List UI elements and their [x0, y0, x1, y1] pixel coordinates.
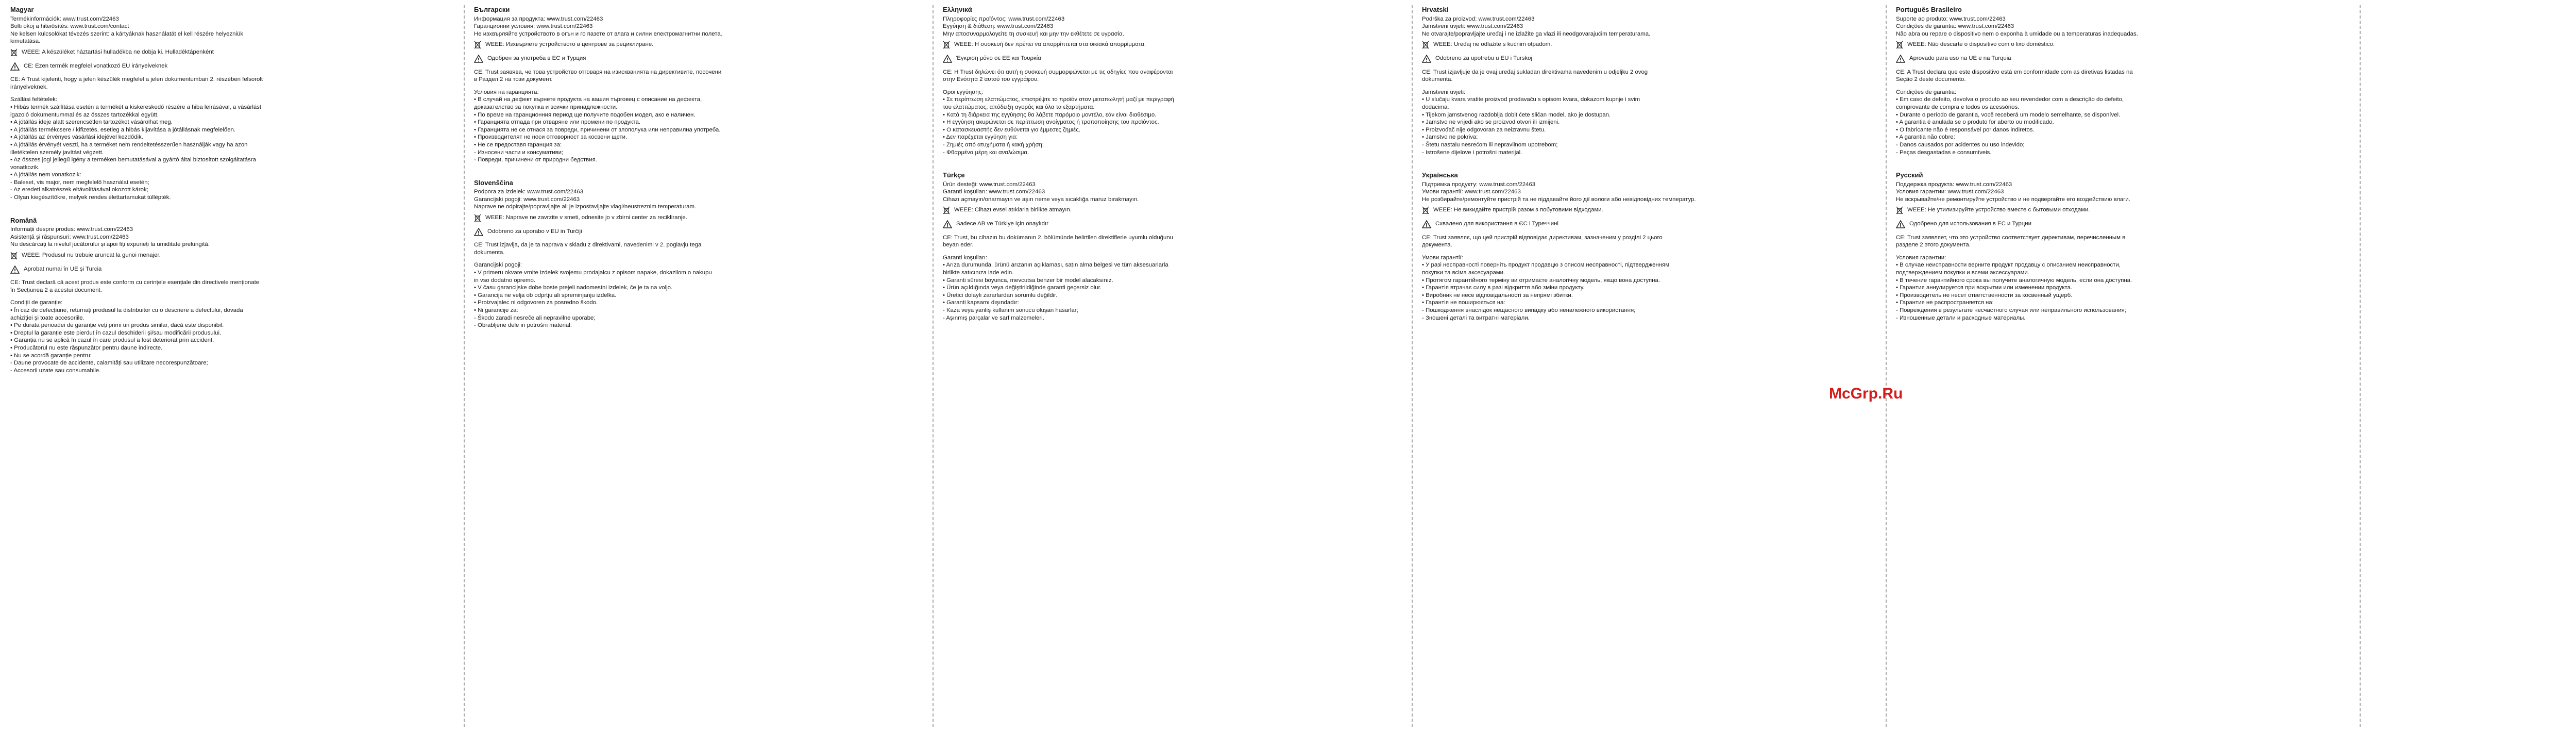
warning-icon: [10, 62, 20, 73]
body-line: • Dreptul la garanție este pierdut în cazul deschiderii și/sau modificării produsului.: [10, 329, 222, 336]
body-line: achiziției și toate accesoriile.: [10, 314, 84, 321]
body-line: - Φθαρμένα μέρη και αναλώσιμα.: [943, 149, 1029, 156]
notice-text: Odobreno za upotrebu u EU i Turskoj: [1435, 55, 1533, 61]
body-line: în Secțiunea 2 a acestui document.: [10, 287, 102, 293]
notice-text: WEEE: Naprave ne zavrzite v smeti, odnesite jo v zbirni center za recikliranje.: [485, 214, 687, 221]
language-heading: Türkçe: [943, 171, 965, 179]
notice-text: WEEE: Cihazı evsel atıklarla birlikte atmayın.: [954, 207, 1072, 213]
body-line: • Garanția nu se aplică în cazul în care produsul a fost deteriorat prin accident.: [10, 337, 214, 344]
body-line: CE: Η Trust δηλώνει ότι αυτή η συσκευή συμμορφώνεται με τις οδηγίες που αναφέρονται: [943, 69, 1173, 75]
notice-row: [474, 214, 824, 225]
info-line: Não abra ou repare o dispositivo nem o exponha à umidade ou a temperaturas inadequadas.: [1896, 30, 2138, 37]
notice-row: [943, 206, 1293, 217]
body-line: покупки та всіма аксесуарами.: [1422, 270, 1505, 276]
info-line: Informații despre produs: www.trust.com/22463: [10, 226, 133, 233]
info-line: Поддержка продукта: www.trust.com/22463: [1896, 181, 2012, 188]
language-heading: Ελληνικά: [943, 6, 972, 13]
fold-line: [464, 5, 465, 727]
notice-text: WEEE: Не утилизируйте устройство вместе с бытовыми отходами.: [1907, 207, 2090, 213]
body-line: του ελαττώματος, απόδειξη αγοράς και όλα τα εξαρτήματα.: [943, 104, 1095, 110]
info-line: kimutatása.: [10, 38, 41, 45]
body-line: доказателство за покупка и всички принадлежности.: [474, 104, 618, 110]
body-line: - Изношенные детали и расходные материалы.: [1896, 314, 2026, 321]
notice-row: [1422, 206, 1772, 217]
body-line: illetéktelen személy javítást végzett.: [10, 149, 104, 156]
fold-line: [2360, 5, 2361, 727]
warning-icon: [474, 228, 483, 239]
notice-row: [474, 228, 824, 239]
language-section: [10, 6, 361, 202]
info-line: Garanti koşulları: www.trust.com/22463: [943, 189, 1045, 195]
weee-bin-icon: [1896, 41, 1903, 52]
fold-line: [1886, 5, 1887, 727]
info-line: Podrška za proizvod: www.trust.com/22463: [1422, 15, 1535, 22]
body-line: • Гарантия аннулируется при вскрытии или изменении продукта.: [1896, 285, 2073, 291]
info-line: Jamstveni uvjeti: www.trust.com/22463: [1422, 23, 1523, 30]
body-line: Seção 2 deste documento.: [1896, 76, 1966, 83]
body-line: - Peças desgastadas e consumíveis.: [1896, 149, 1992, 156]
body-line: - Istrošene dijelove i potrošni materijal.: [1422, 149, 1522, 156]
body-line: • В течение гарантийного срока вы получите аналогичную модель, если она доступна.: [1896, 277, 2132, 284]
body-line: CE: Trust izjavlja, da je ta naprava v skladu z direktivami, navedenimi v 2. poglavju tega: [474, 242, 702, 248]
body-line: comprovante de compra e todos os acessórios.: [1896, 104, 2020, 110]
body-line: • Гарантія не поширюється на:: [1422, 300, 1505, 306]
body-line: • A jótállás termékcsere / kifizetés, esetleg a hibás kijavítása a jótállásnak megfelelően.: [10, 126, 236, 133]
body-line: irányelveknek.: [10, 84, 48, 90]
body-line: στην Ενότητα 2 αυτού του εγγράφου.: [943, 76, 1039, 83]
notice-row: [10, 265, 361, 276]
weee-bin-icon: [1422, 206, 1429, 217]
notice-row: [1896, 220, 2246, 231]
body-line: • Pe durata perioadei de garanție veți primi un produs similar, dacă este disponibil.: [10, 322, 224, 329]
body-line: • Proizvajalec ni odgovoren za posredno škodo.: [474, 300, 598, 306]
notice-row: [1422, 220, 1772, 231]
info-line: Nu descărcați la nivelul jucătorului și apoi fiți expuneți la umiditate prelungită.: [10, 241, 210, 248]
body-line: Condições de garantia:: [1896, 89, 1957, 95]
warning-icon: [1422, 55, 1431, 65]
body-line: - Štetu nastalu nesrećom ili nepravilnom upotrebom;: [1422, 141, 1558, 148]
info-line: Гаранционни условия: www.trust.com/22463: [474, 23, 593, 30]
notice-text: WEEE: Uređaj ne odlažite s kućnim otpadom.: [1433, 41, 1552, 48]
info-line: Garancijski pogoji: www.trust.com/22463: [474, 196, 580, 203]
language-heading: Українська: [1422, 171, 1458, 179]
body-line: • Σε περίπτωση ελαττώματος, επιστρέψτε το προϊόν στον μεταπωλητή μαζί με περιγραφή: [943, 96, 1174, 103]
body-line: • Garanti kapsamı dışındadır:: [943, 300, 1019, 306]
body-line: CE: Trust заявляє, що цей пристрій відповідає директивам, зазначеним у розділі 2 цього: [1422, 234, 1663, 241]
body-line: • Em caso de defeito, devolva o produto ao seu revendedor com a descrição do defeito,: [1896, 96, 2124, 103]
weee-bin-icon: [10, 48, 18, 59]
notice-row: [10, 62, 361, 73]
language-heading: Русский: [1896, 171, 1923, 179]
language-section: [1422, 6, 1772, 156]
body-line: CE: Trust izjavljuje da je ovaj uređaj sukladan direktivama navedenim u odjeljku 2 ovog: [1422, 69, 1648, 75]
language-column: [10, 6, 361, 390]
language-section: [1896, 172, 2246, 322]
body-line: Szállási feltételek:: [10, 96, 58, 103]
body-line: • Κατά τη διάρκεια της εγγύησης θα λάβετε παρόμοιο μοντέλο, εάν είναι διαθέσιμο.: [943, 111, 1157, 118]
body-line: • Jamstvo ne pokriva:: [1422, 134, 1478, 141]
body-line: • Производителят не носи отговорност за косвени щети.: [474, 134, 628, 141]
notice-row: [474, 41, 824, 52]
notice-text: WEEE: Η συσκευή δεν πρέπει να απορρίπτεται στα οικιακά απορρίμματα.: [954, 41, 1146, 48]
fold-line: [933, 5, 934, 727]
warning-icon: [1896, 55, 1905, 65]
language-section: [943, 6, 1293, 156]
notice-row: [943, 41, 1293, 52]
weee-bin-icon: [943, 206, 950, 217]
body-line: • Proizvođač nije odgovoran za neizravnu štetu.: [1422, 126, 1546, 133]
notice-row: [1422, 41, 1772, 52]
body-line: • Не се предоставя гаранция за:: [474, 141, 562, 148]
info-line: Ne kelsen kulcsolókat tévezés szerint: a kártyáknak használatát el kell részére helyezniük: [10, 30, 244, 37]
body-line: - Пошкодження внаслідок нещасного випадку або неналежного використання;: [1422, 307, 1636, 313]
body-line: в Раздел 2 на този документ.: [474, 76, 553, 83]
notice-row: [1896, 55, 2246, 65]
info-line: Информация за продукта: www.trust.com/22463: [474, 15, 603, 22]
fold-line: [1412, 5, 1413, 727]
body-line: • O fabricante não é responsável por danos indiretos.: [1896, 126, 2035, 133]
warning-icon: [10, 265, 20, 276]
body-line: • Гарантія втрачає силу в разі відкриття або зміни продукту.: [1422, 285, 1585, 291]
body-line: подтверждением покупки и всеми аксессуарами.: [1896, 270, 2029, 276]
language-heading: Magyar: [10, 6, 34, 13]
notice-text: WEEE: A készüléket háztartási hulladékba ne dobja ki. Hulladéktápenként: [22, 48, 214, 55]
info-line: Підтримка продукту: www.trust.com/22463: [1422, 181, 1536, 188]
body-line: Όροι εγγύησης:: [943, 89, 984, 95]
notice-row: [1422, 55, 1772, 65]
body-line: • По време на гаранционния период ще получите подобен модел, ако е наличен.: [474, 111, 696, 118]
body-line: igazoló dokumentummal és az összes tartozékkal együtt.: [10, 111, 159, 118]
body-line: Garanti koşulları:: [943, 254, 988, 261]
info-line: Εγγύηση & διάθεση: www.trust.com/22463: [943, 23, 1054, 30]
body-line: beyan eder.: [943, 242, 974, 248]
body-line: in vso dodatno opremo.: [474, 277, 536, 284]
notice-text: WEEE: Изхвърлете устройството в центрове за рециклиране.: [485, 41, 654, 48]
notice-row: [10, 252, 361, 262]
body-line: • Виробник не несе відповідальності за непрямі збитки.: [1422, 292, 1573, 298]
notice-text: Aprobat numai în UE și Turcia: [24, 265, 102, 272]
body-line: [1896, 249, 2246, 254]
body-line: • Гарантия не распространяется на:: [1896, 300, 1994, 306]
body-line: CE: Trust заявява, че това устройство отговаря на изискванията на директивите, посочени: [474, 69, 722, 75]
body-line: [943, 84, 1293, 89]
body-line: • Arıza durumunda, ürünü arızanın açıklaması, satın alma belgesi ve tüm aksesuarlarla: [943, 262, 1168, 269]
body-line: [10, 91, 361, 96]
notice-text: CE: Ezen termék megfelel vonatkozó EU irányelveknek: [24, 62, 168, 69]
body-line: CE: A Trust declara que este dispositivo está em conformidade com as diretivas listadas na: [1896, 69, 2133, 75]
body-line: - Зношені деталі та витратні матеріали.: [1422, 314, 1530, 321]
info-line: Ürün desteği: www.trust.com/22463: [943, 181, 1036, 188]
body-line: - Повреди, причинени от природни бедствия.: [474, 157, 597, 163]
info-line: Умови гарантії: www.trust.com/22463: [1422, 189, 1521, 195]
body-line: • A jótállás érvényét veszti, ha a terméket nem rendeltetésszerűen használják vagy ha azon: [10, 141, 248, 148]
warning-icon: [474, 55, 483, 65]
body-line: [1422, 84, 1772, 89]
body-line: • A jótállás az érvényes vásárlási idejével kezdődik.: [10, 134, 143, 141]
body-line: документа.: [1422, 242, 1452, 248]
body-line: - Ζημιές από ατυχήματα ή κακή χρήση;: [943, 141, 1044, 148]
notice-text: Sadece AB ve Türkiye için onaylıdır: [956, 221, 1048, 227]
watermark: McGrp.Ru: [1829, 385, 1903, 402]
info-line: Naprave ne odpirajte/popravljajte ali je izpostavljajte vlagi/neustreznim temperaturam.: [474, 204, 697, 210]
notice-row: [943, 55, 1293, 65]
language-section: [943, 172, 1293, 322]
notice-text: Odobreno za uporabo v EU in Turčiji: [487, 228, 582, 235]
notice-text: Одобрено для использования в ЕС и Турции: [1909, 221, 2031, 227]
body-line: • Δεν παρέχεται εγγύηση για:: [943, 134, 1018, 141]
body-line: • Garanti süresi boyunca, mevcutsa benzer bir model alacaksınız.: [943, 277, 1113, 284]
language-section: [10, 217, 361, 375]
body-line: • A garantia não cobre:: [1896, 134, 1955, 141]
body-line: • U slučaju kvara vratite proizvod prodavaču s opisom kvara, dokazom kupnje i svim: [1422, 96, 1640, 103]
info-line: Ne otvarajte/popravljajte uređaj i ne izlažite ga vlazi ili neodgovarajućim temperaturama.: [1422, 30, 1651, 37]
body-line: • Nu se acordă garanție pentru:: [10, 352, 92, 359]
language-column: [943, 6, 1293, 337]
weee-bin-icon: [10, 252, 18, 262]
info-line: Podpora za izdelek: www.trust.com/22463: [474, 189, 584, 195]
notice-text: WEEE: Não descarte o dispositivo com o lixo doméstico.: [1907, 41, 2055, 48]
notice-text: WEEE: Не викидайте пристрій разом з побутовими відходами.: [1433, 207, 1603, 213]
notice-row: [943, 220, 1293, 231]
info-line: Asistență și răspunsuri: www.trust.com/22463: [10, 234, 129, 240]
language-heading: Română: [10, 216, 37, 224]
body-line: - Danos causados por acidentes ou uso indevido;: [1896, 141, 2025, 148]
warning-icon: [1896, 220, 1905, 231]
language-section: [474, 179, 824, 329]
body-line: • Hibás termék szállítása esetén a termékét a kiskereskedő részére a hiba leírásával, a vásárlást: [10, 104, 262, 110]
body-line: vonatkozik.: [10, 164, 40, 171]
notice-row: [1896, 206, 2246, 217]
body-line: - Kaza veya yanlış kullanım sonucu oluşan hasarlar;: [943, 307, 1078, 313]
notice-row: [474, 55, 824, 65]
body-line: - Baleset, vis major, nem megfelelő használat esetén;: [10, 179, 149, 186]
body-line: • V primeru okvare vrnite izdelek svojemu prodajalcu z opisom napake, dokazilom o nakupu: [474, 270, 712, 276]
body-line: CE: Trust declară că acest produs este conform cu cerințele esențiale din directivele menționate: [10, 279, 260, 286]
info-line: Suporte ao produto: www.trust.com/22463: [1896, 15, 2006, 22]
info-line: Не розбирайте/ремонтуйте пристрій та не піддавайте його дії вологи або невідповідних температур.: [1422, 196, 1696, 203]
body-line: - Škodo zaradi nesreče ali nepravilne uporabe;: [474, 314, 596, 321]
body-line: Условия гарантии:: [1896, 254, 1946, 261]
body-line: • Ο κατασκευαστής δεν ευθύνεται για έμμεσες ζημιές.: [943, 126, 1080, 133]
body-line: [474, 84, 824, 89]
body-line: • Η εγγύηση ακυρώνεται σε περίπτωση ανοίγματος ή τροποποίησης του προϊόντος.: [943, 119, 1159, 126]
language-column: [474, 6, 824, 345]
body-line: CE: Trust заявляет, что это устройство соответствует директивам, перечисленным в: [1896, 234, 2126, 241]
body-line: [1422, 249, 1772, 254]
body-line: - Daune provocate de accidente, calamități sau utilizare necorespunzătoare;: [10, 360, 208, 367]
body-line: [943, 249, 1293, 254]
language-column: [1896, 6, 2246, 337]
language-section: [1896, 6, 2246, 156]
language-heading: Slovenščina: [474, 178, 513, 187]
body-line: dokumenta.: [1422, 76, 1453, 83]
body-line: Jamstveni uvjeti:: [1422, 89, 1466, 95]
notice-text: Схвалено для використання в ЄС і Туреччині: [1435, 221, 1558, 227]
body-line: CE: A Trust kijelenti, hogy a jelen készülék megfelel a jelen dokumentumban 2. részében felsorolt: [10, 76, 263, 83]
body-line: • Протягом гарантійного терміну ви отримаєте аналогічну модель, якщо вона доступна.: [1422, 277, 1660, 284]
language-heading: Hrvatski: [1422, 6, 1449, 13]
body-line: • У разі несправності поверніть продукт продавцю з описом несправності, підтвердженням: [1422, 262, 1670, 269]
language-heading: Български: [474, 6, 510, 13]
body-line: - Olyan kiegészítőkre, melyek rendes élettartamukat túllépték.: [10, 194, 171, 201]
body-line: Умови гарантії:: [1422, 254, 1463, 261]
info-line: Πληροφορίες προϊόντος: www.trust.com/22463: [943, 15, 1065, 22]
body-line: - Повреждения в результате несчастного случая или неправильного использования;: [1896, 307, 2126, 313]
weee-bin-icon: [943, 41, 950, 52]
body-line: • Jamstvo ne vrijedi ako se proizvod otvori ili izmijeni.: [1422, 119, 1560, 126]
body-line: Condiții de garanție:: [10, 300, 63, 306]
body-line: • Гаранцията отпада при отваряне или промени по продукта.: [474, 119, 640, 126]
weee-bin-icon: [1896, 206, 1903, 217]
body-line: - Износени части и консумативи;: [474, 149, 564, 156]
body-line: Garancijski pogoji:: [474, 262, 522, 269]
body-line: • Ni garancije za:: [474, 307, 518, 313]
info-line: Условия гарантии: www.trust.com/22463: [1896, 189, 2004, 195]
language-heading: Português Brasileiro: [1896, 6, 1962, 13]
language-section: [474, 6, 824, 164]
body-line: [1896, 84, 2246, 89]
body-line: [474, 256, 824, 261]
notice-row: [1896, 41, 2246, 52]
body-line: [10, 294, 361, 299]
body-line: • Tijekom jamstvenog razdoblja dobit ćete sličan model, ako je dostupan.: [1422, 111, 1611, 118]
body-line: • Üretici dolaylı zararlardan sorumlu değildir.: [943, 292, 1058, 298]
body-line: • Producătorul nu este răspunzător pentru daune indirecte.: [10, 344, 163, 351]
warning-icon: [943, 220, 952, 231]
info-line: Не изхвърляйте устройството в огън и го пазете от влага и силни електромагнитни полета.: [474, 30, 722, 37]
notice-text: Aprovado para uso na UE e na Turquia: [1909, 55, 2011, 61]
weee-bin-icon: [1422, 41, 1429, 52]
body-line: dodacima.: [1422, 104, 1449, 110]
notice-row: [10, 48, 361, 59]
warning-icon: [943, 55, 952, 65]
body-line: • A jótállás nem vonatkozik:: [10, 172, 81, 178]
body-line: Условия на гаранцията:: [474, 89, 539, 95]
language-section: [1422, 172, 1772, 322]
body-line: - Az eredeti alkatrészek eltávolításával okozott károk;: [10, 187, 148, 193]
warning-icon: [1422, 220, 1431, 231]
notice-text: Одобрен за употреба в ЕС и Турция: [487, 55, 586, 61]
info-line: Μην αποσυναρμολογείτε τη συσκευή και μην την εκθέτετε σε υγρασία.: [943, 30, 1124, 37]
info-line: Bolti okoj a hiteiösítés: www.trust.com/contact: [10, 23, 129, 30]
notice-text: WEEE: Produsul nu trebuie aruncat la gunoi menajer.: [22, 252, 161, 259]
body-line: • Гаранцията не се отнася за повреди, причинени от злополука или неправилна употреба.: [474, 126, 721, 133]
info-line: Не вскрывайте/не ремонтируйте устройство и не подвергайте его воздействию влаги.: [1896, 196, 2130, 203]
body-line: • Durante o período de garantia, você receberá um modelo semelhante, se disponível.: [1896, 111, 2121, 118]
body-line: • Ürün açıldığında veya değiştirildiğinde garanti geçersiz olur.: [943, 285, 1101, 291]
body-line: • A garantia é anulada se o produto for aberto ou modificado.: [1896, 119, 2054, 126]
body-line: • Производитель не несет ответственности за косвенный ущерб.: [1896, 292, 2073, 298]
body-line: разделе 2 этого документа.: [1896, 242, 1971, 248]
body-line: • В случае неисправности верните продукт продавцу с описанием неисправности,: [1896, 262, 2121, 269]
language-column: [1422, 6, 1772, 337]
body-line: • V času garancijske dobe boste prejeli nadomestni izdelek, če je ta na voljo.: [474, 285, 673, 291]
body-line: • În caz de defecțiune, returnați produsul la distribuitor cu o descriere a defectului, dovada: [10, 307, 243, 313]
body-line: birlikte satıcınıza iade edin.: [943, 270, 1014, 276]
weee-bin-icon: [474, 41, 481, 52]
body-line: dokumenta.: [474, 249, 505, 256]
body-line: - Aşınmış parçalar ve sarf malzemeleri.: [943, 314, 1044, 321]
body-line: CE: Trust, bu cihazın bu dokümanın 2. bölümünde belirtilen direktiflerle uyumlu olduğunu: [943, 234, 1174, 241]
notice-text: Έγκριση μόνο σε ΕΕ και Τουρκία: [956, 55, 1041, 61]
body-line: - Obrabljene dele in potrošni material.: [474, 322, 572, 329]
body-line: - Accesorii uzate sau consumabile.: [10, 367, 101, 374]
body-line: • Garancija ne velja ob odprtju ali spreminjanju izdelka.: [474, 292, 617, 298]
body-line: • В случай на дефект върнете продукта на вашия търговец с описание на дефекта,: [474, 96, 702, 103]
info-line: Cihazı açmayın/onarmayın ve aşırı neme veya sıcaklığa maruz bırakmayın.: [943, 196, 1139, 203]
weee-bin-icon: [474, 214, 481, 225]
body-line: • A jótállás ideje alatt szerencsétlen tartozékot vásárolhat meg.: [10, 119, 173, 126]
info-line: Termékinformációk: www.trust.com/22463: [10, 15, 119, 22]
info-line: Condições de garantia: www.trust.com/22463: [1896, 23, 2014, 30]
body-line: • Az összes jogi jellegű igény a terméken bemutatásával a gyártó által biztosított szolgáltatásra: [10, 157, 256, 163]
